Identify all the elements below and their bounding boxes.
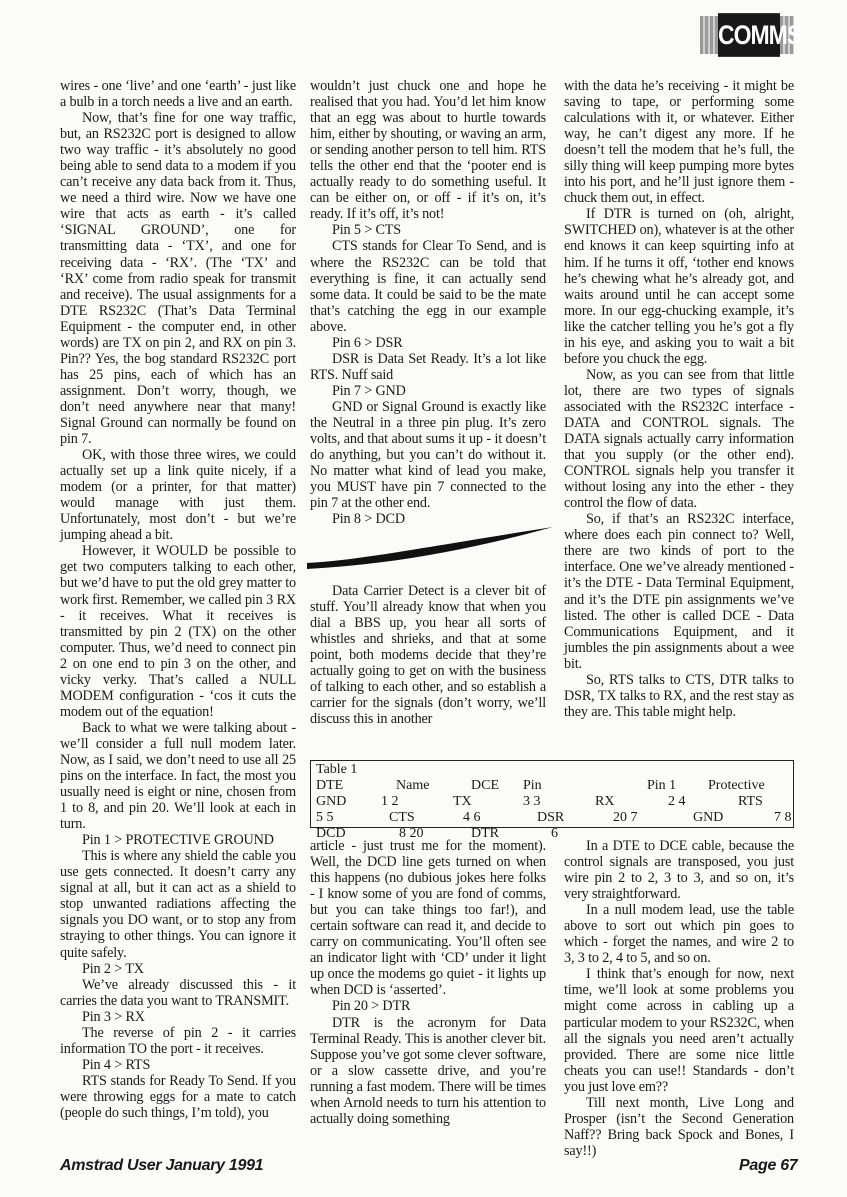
pin-table [310,760,794,841]
table-cell: 4 6 [463,810,481,825]
table-cell: DCE [471,778,499,793]
paragraph: RTS stands for Ready To Send. If you were throwing eggs for a mate to catch (people do such things, I’m told), you [60,1072,296,1121]
table-cell: TX [453,794,472,809]
table-cell: 20 7 [613,810,638,825]
table-cell: RTS [738,794,763,809]
table-cell: RX [595,794,615,809]
table-cell: 8 20 [399,826,424,841]
footer-publication: Amstrad User January 1991 [60,1157,264,1174]
paragraph: GND or Signal Ground is exactly like the Neutral in a three pin plug. It’s zero volts, and that about sums it up - it doesn’t do anything, but you can’t do without it. No matter what kind of lead you make, you MUST have pin 7 connected to the pin 7 at the other end. [310,398,546,512]
column-2 [310,78,546,527]
paragraph: wires - one ‘live’ and one ‘earth’ - just like a bulb in a torch needs a live and an earth. [60,78,296,111]
paragraph: The reverse of pin 2 - it carries information TO the port - it receives. [60,1024,296,1057]
swoosh-graphic [305,525,555,570]
paragraph: In a null modem lead, use the table above to sort out which pin goes to which - forget the names, and wire 2 to 3, 3 to 2, 4 to 5, and so on. [564,902,794,967]
table-cell: GND [693,810,724,825]
paragraph: Till next month, Live Long and Prosper (isn’t the Second Generation Naff?? Bring back Spock and Bones, I say!!) [564,1094,794,1159]
column-3-bottom [564,838,794,1159]
pin-heading: Pin 20 > DTR [332,998,411,1015]
paragraph: I think that’s enough for now, next time, we’ll look at some problems you might come across in cabling up a particular modem to your RS232C, when all the signals you need aren’t actually provided. There are some nice little cheats you can use!! Standards - don’t you just love em?? [564,966,794,1095]
paragraph: Data Carrier Detect is a clever bit of stuff. You’ll already know that when you dial a BBS up, you hear all sorts of whistles and shrieks, and that at some point, both modems decide that they’re actually going to get on with the business of talking to each other, and so establish a carrier for the signals (don’t worry, we’ll discuss this in another [310,583,546,728]
table-cell: Protective [708,778,765,793]
paragraph: If DTR is turned on (oh, alright, SWITCHED on), whatever is at the other end knows it can keep squirting info at him. If he turns it off, ‘tother end knows he’s chewing what he’s already got, and waits around until he can accept some more. In our egg-chucking example, it’s like the catcher telling you he’s got a fly in his eye, and asking you to wait a bit before you chuck the egg. [564,206,794,367]
pin-heading: Pin 8 > DCD [332,511,405,528]
pin-heading: Pin 4 > RTS [82,1056,151,1073]
table-cell: 1 2 [381,794,399,809]
table-cell: Name [396,778,430,793]
footer-page-number: Page 67 [739,1157,798,1174]
table-cell: 5 5 [316,810,334,825]
pin-heading: Pin 3 > RX [82,1008,145,1025]
pin-heading: Pin 2 > TX [82,960,144,977]
paragraph: wouldn’t just chuck one and hope he realised that you had. You’d let him know that an egg was about to hurtle towards him, either by shouting, or waving an arm, or sending another person to tell him. RTS tells the other end that the ‘pooter end is actually ready to do something useful. It can be either on, or off - if it’s on, it’s ready. If it’s off, it’s not! [310,78,546,223]
column-2-middle [310,583,546,727]
table-cell: GND [316,794,347,809]
paragraph: article - just trust me for the moment). Well, the DCD line gets turned on when this happens (no dubious jokes here folks - I know some of you are fond of comms, but you can take things too far!), and certain software can read it, and decide to carry on communicating. You’ll often see an indicator light with ‘CD’ under it light up once the modems go quiet - it lights up when DCD is ‘asserted’. [310,838,546,999]
paragraph: Back to what we were talking about - we’ll consider a full null modem later. Now, as I said, we don’t need to use all 25 pins on the interface. In fact, the most you usually need is eight or nine, chosen from 1 to 8, and pin 20. We’ll look at each in turn. [60,719,296,833]
column-1 [60,78,296,1121]
paragraph: CTS stands for Clear To Send, and is where the RS232C can be told that everything is fine, it can actually send some data. It could be said to be the mate that’s catching the egg in our example above. [310,238,546,335]
paragraph: Now, as you can see from that little lot, there are two types of signals associated with the RS232C interface - DATA and CONTROL signals. The DATA signals actually carry information that you supply (or the other end). CONTROL signals help you transfer it without losing any into the ether - they control the flow of data. [564,366,794,512]
paragraph: This is where any shield the cable you use gets connected. It doesn’t carry any signal at all, but it can act as a shield to stop unwanted radiations affecting the signals you DO want, or to stop any from straying to other things. You can ignore it quite safely. [60,848,296,961]
table-cell: DTE [316,778,344,793]
table-cell: Pin 1 [647,778,677,793]
table-cell: 6 [551,826,558,841]
pin-heading: Pin 6 > DSR [332,334,403,351]
table-cell: Pin [523,778,542,793]
paragraph: We’ve already discussed this - it carries the data you want to TRANSMIT. [60,976,296,1009]
table-cell: 7 8 [774,810,792,825]
column-2-bottom [310,838,546,1127]
paragraph: with the data he’s receiving - it might be saving to tape, or performing some calculations with it, or whatever. Either way, he can’t digest any more. If he doesn’t tell the modem that he’s full, the silly thing will keep pumping more bytes into his port, and he’ll just ignore them - chuck them out, in effect. [564,78,794,207]
paragraph: DSR is Data Set Ready. It’s a lot like RTS. Nuff said [310,350,546,383]
column-3 [564,78,794,720]
table-cell: DCD [316,826,346,841]
table-cell: 2 4 [668,794,686,809]
table-cell: DTR [471,826,499,841]
paragraph: However, it WOULD be possible to get two computers talking to each other, but we’d have to put the old grey matter to work first. Remember, we called pin 3 RX - it receives. What it receives is transmitted by pin 2 (TX) on the other computer. Thus, we’d need to connect pin 2 on one end to pin 3 on the other, and vicky verky. That’s called a NULL MODEM configuration - ‘cos it cuts the modem out of the equation! [60,543,296,720]
table-title: Table 1 [316,762,358,777]
paragraph: So, RTS talks to CTS, DTR talks to DSR, TX talks to RX, and the rest stay as they are. This table might help. [564,671,794,720]
paragraph: OK, with those three wires, we could actually set up a link quite nicely, if a modem (or a printer, for that matter) would manage with just them. Unfortunately, most don’t - but we’re jumping ahead a bit. [60,447,296,544]
pin-heading: Pin 7 > GND [332,382,406,399]
section-label: COMMS [718,13,780,57]
paragraph: So, if that’s an RS232C interface, where does each pin connect to? Well, there are two kinds of port to the interface. One we’ve already mentioned - it’s the DTE - Data Terminal Equipment, and it’s the DTE pin assignments we’ve listed. The other is called DCE - Data Communications Equipment, and it jumbles the pin assignments about a wee bit. [564,511,794,672]
table-cell: DSR [537,810,565,825]
table-cell: 3 3 [523,794,541,809]
paragraph: In a DTE to DCE cable, because the control signals are transposed, you just wire pin 2 to 2, 3 to 3, and so on, it’s very straightforward. [564,838,794,903]
pin-heading: Pin 1 > PROTECTIVE GROUND [82,832,274,849]
paragraph: Now, that’s fine for one way traffic, but, an RS232C port is designed to allow two way traffic - it’s absolutely no good being able to send data to a modem if you can’t receive any data back from it. Thus, we need a third wire. Now we have one wire that acts as earth - it’s called ‘SIGNAL GROUND’, one for transmitting data - ‘TX’, and one for receiving data - ‘RX’. (The ‘TX’ and ‘RX’ come from radio speak for transmit and receive). The usual assignments for a DTE RS232C (That’s Data Terminal Equipment - the computer end, in other words) are TX on pin 2, and RX on pin 3. Pin?? Yes, the bog standard RS232C port has 25 pins, each of which has an assignment. Don’t worry, though, we don’t need anywhere near that many! Signal Ground can normally be found on pin 7. [60,110,296,448]
paragraph: DTR is the acronym for Data Terminal Ready. This is another clever bit. Suppose you’ve got some clever software, or a slow cassette drive, and you’re running a fast modem. There will be times when Arnold needs to turn his attention to actually doing something [310,1014,546,1127]
table-cell: CTS [389,810,415,825]
pin-heading: Pin 5 > CTS [332,222,402,239]
